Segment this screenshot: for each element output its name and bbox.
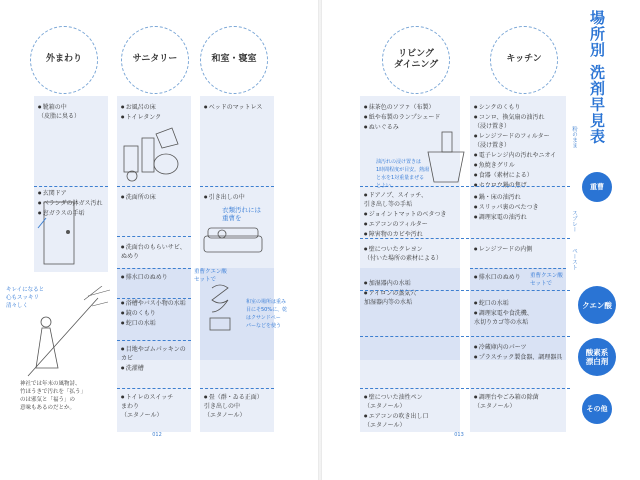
cell-outside-1: ● 靴箱の中 （皮脂に臭る） (38, 102, 105, 121)
cell-living-2: ● ドアノブ、スイッチ、 引き出し等の手垢 ● ジョイントマットのベタつき ● エアコンのフィルター ● 障害物のカビや汚れ (364, 190, 457, 239)
spring-illustration (206, 282, 236, 332)
shinto-note: 神社では年末の風物詩、 竹ほうきで汚れを「払う」 のは邪気と「福う」の 意味もあるのだとか。 (20, 381, 87, 411)
cell-sanitary-6: ● 目地やゴムパッキンの カビ ● 洗濯槽 (121, 344, 188, 373)
cell-living-3: ● 壁についたクレヨン （付いた場所の素材による） (364, 244, 457, 263)
cell-sanitary-5: ● 浴槽やバス小物の水垢 ● 鏡のくもり ● 蛇口の水垢 (121, 298, 188, 328)
tag-oxygen-bleach: 酸素系 漂白剤 (578, 338, 616, 376)
soak-bucket-illustration (424, 130, 468, 186)
column-header-sanitary: サニタリー (121, 26, 189, 94)
cell-kitchen-2: ● 鍋・床の油汚れ ● スリッパ裏のべたつき ● 調理家電の油汚れ (474, 192, 563, 222)
column-header-outside: 外まわり (30, 26, 98, 94)
sofa-illustration (200, 222, 266, 258)
cell-bedroom-1: ● ベッドのマットレス (204, 102, 271, 112)
tatami-note: 和室の場所は重み 目にそ50%に、乾 はクサンドペー パーなどを使う (246, 299, 288, 329)
bamboo-note: キレイになると 心もスッキリ 清々しく (6, 287, 45, 309)
tag-other: その他 (582, 394, 612, 424)
cell-kitchen-5: ● 蛇口の水垢 ● 調理家電や食洗機、 水切りカゴ等の水垢 (474, 298, 563, 327)
column-bedroom (200, 96, 274, 432)
page-number-left: 012 (152, 432, 162, 438)
cell-sanitary-3: ● 洗面台のもらいサビ、 ぬめり (121, 242, 188, 261)
cell-bedroom-7: ● 畳（群・ゐる正面） 引き出しの中 （エタノール） (204, 392, 271, 420)
cell-kitchen-4: ● 排水口のぬめり (474, 272, 563, 282)
door-illustration (36, 198, 86, 268)
column-header-bedroom: 和室・寝室 (200, 26, 268, 94)
tape-note-right: 重曹クエン酸 セットで (530, 273, 563, 287)
label-powder: 粉のまま (571, 126, 577, 148)
cell-sanitary-2: ● 洗面所の床 (121, 192, 188, 202)
tape-note-left: 重曹クエン酸 セットで (194, 269, 227, 283)
column-header-living: リビング ダイニング (382, 26, 450, 94)
cell-kitchen-6: ● 冷蔵庫内のパーツ ● プラスチック製食器、調理器具 (474, 342, 563, 362)
cell-kitchen-3: ● レンジフードの内側 (474, 244, 563, 254)
column-kitchen (470, 96, 566, 432)
cell-kitchen-7: ● 調理台やごみ箱の除菌 （エタノール） (474, 392, 563, 411)
label-paste: ペースト (571, 248, 577, 270)
cell-sanitary-4: ● 排水口のぬめり (121, 272, 188, 282)
cell-sanitary-1: ● お風呂の床 ● トイレタンク (121, 102, 188, 122)
tag-citric-acid: クエン酸 (578, 286, 616, 324)
cell-living-4: ● 加湿器内の水垢 ● アイロンの蒸気穴 加湿器内等の水垢 (364, 278, 457, 307)
cell-sanitary-7: ● トイレのスイッチ まわり （エタノール） (121, 392, 188, 420)
page-title: 場所別 洗剤早見表 (588, 10, 606, 145)
cleaning-supplies-illustration (120, 124, 182, 184)
column-header-kitchen: キッチン (490, 26, 558, 94)
cell-bedroom-2: ● 引き出しの中 (204, 192, 271, 202)
label-spray: スプレー (571, 210, 577, 232)
bug-note: 衣類汚れには 重曹を (222, 206, 261, 222)
cell-living-1: ● 抹茶色のソファ（布製） ● 紙や布製のランプシェード ● ぬいぐるみ (364, 102, 457, 132)
cell-living-6: ● 壁についた油性ペン （エタノール） ● エアコンの吹き出し口 （エタノール） (364, 392, 457, 430)
right-page (320, 0, 640, 480)
page-number-right: 013 (454, 432, 464, 438)
broom-person-illustration (18, 286, 110, 382)
cell-outside-2: ● 玄関ドア ● ベランダの鉢ガス汚れ ● 窓ガラスの手垢 (38, 188, 105, 218)
stain-note: 油汚れの浸け置きは 1時間程度が目安。熱湯 と水を1対重量まぜる とよい。 (376, 159, 430, 189)
cell-kitchen-1: ● シンクのくもり ● コンロ、換気扇の油汚れ （浸け置き） ● レンジフードのフィルター （浸け置き） ● 電子レンジ内の汚れやニオイ ● 魚焼きグリル ● 食器（素材による） ● ホウロウ鍋の焦げ (474, 102, 563, 190)
tag-baking-soda: 重曹 (582, 172, 612, 202)
